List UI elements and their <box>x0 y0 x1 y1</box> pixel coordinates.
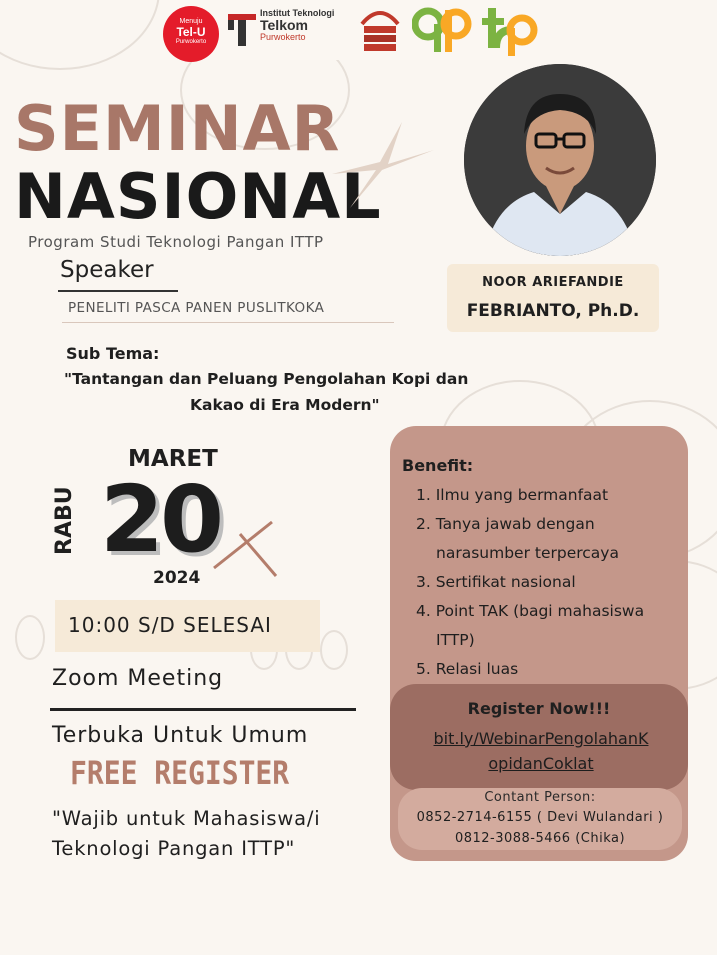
subtema-line1: "Tantangan dan Peluang Pengolahan Kopi dan <box>64 370 469 388</box>
register-link[interactable] <box>398 726 684 776</box>
ittp-logo-line3: Purwokerto <box>260 32 306 42</box>
telu-logo-line2: Tel-U <box>176 25 206 39</box>
library-logo-icon <box>358 4 402 56</box>
benefit-item: 4. Point TAK (bagi mahasiswa ITTP) <box>416 602 645 649</box>
event-date: 20 <box>100 466 221 573</box>
benefit-title: Benefit: <box>402 456 474 475</box>
mandatory-note-line1: "Wajib untuk Mahasiswa/i <box>52 807 321 830</box>
telu-logo <box>163 6 219 62</box>
telu-logo-line3: Purwokerto <box>175 39 207 45</box>
speaker-name-line2: FEBRIANTO, Ph.D. <box>466 301 640 321</box>
ittp-logo-line1: Institut Teknologi <box>260 8 335 18</box>
title-seminar: SEMINAR <box>14 92 341 165</box>
event-day: RABU <box>52 486 77 555</box>
benefit-item: 3. Sertifikat nasional <box>416 573 576 591</box>
event-audience: Terbuka Untuk Umum <box>52 723 309 748</box>
speaker-name-line1: NOOR ARIEFANDIE <box>482 275 624 290</box>
sparkle-icon <box>330 120 440 210</box>
decor-ring <box>320 630 348 670</box>
subtema-label: Sub Tema: <box>66 344 160 363</box>
benefit-item: 2. Tanya jawab dengan narasumber terpercaya <box>416 515 619 562</box>
benefit-item: 1. Ilmu yang bermanfaat <box>416 486 609 504</box>
contact-line1: 0852-2714-6155 ( Devi Wulandari ) <box>416 810 664 825</box>
speaker-position: PENELITI PASCA PANEN PUSLITKOKA <box>68 300 325 316</box>
register-link-line1[interactable]: bit.ly/WebinarPengolahanK <box>433 729 649 748</box>
divider <box>50 708 356 711</box>
decor-ring <box>15 615 45 660</box>
divider <box>58 290 178 292</box>
speaker-portrait-icon <box>464 64 656 256</box>
telu-logo-line1: Menuju <box>179 18 203 25</box>
register-title: Register Now!!! <box>467 699 611 718</box>
subtema-line2: Kakao di Era Modern" <box>190 396 380 414</box>
benefit-item: 5. Relasi luas <box>416 660 519 678</box>
speaker-label: Speaker <box>60 257 154 283</box>
register-link-line2[interactable]: opidanCoklat <box>488 754 594 773</box>
speaker-photo <box>464 64 656 256</box>
ittp-logo-line2: Telkom <box>260 17 308 33</box>
title-nasional: NASIONAL <box>14 160 382 233</box>
contact-title: Contant Person: <box>484 790 596 805</box>
event-platform: Zoom Meeting <box>52 666 224 691</box>
tp-logo-icon <box>482 4 538 56</box>
contact-line2: 0812-3088-5466 (Chika) <box>454 831 626 846</box>
free-register-label: FREE REGISTER <box>70 754 290 792</box>
program-logo-icon <box>412 4 472 56</box>
subtitle: Program Studi Teknologi Pangan ITTP <box>28 233 324 251</box>
event-month: MARET <box>128 446 218 472</box>
event-year: 2024 <box>153 568 201 588</box>
ittp-mark-icon <box>228 14 256 46</box>
divider <box>62 322 394 323</box>
ittp-logo <box>228 8 353 52</box>
event-time: 10:00 S/D SELESAI <box>68 613 272 637</box>
sparkle-icon <box>210 512 280 582</box>
mandatory-note-line2: Teknologi Pangan ITTP" <box>52 837 296 860</box>
benefit-list <box>416 481 686 684</box>
decor-ring <box>0 0 160 70</box>
